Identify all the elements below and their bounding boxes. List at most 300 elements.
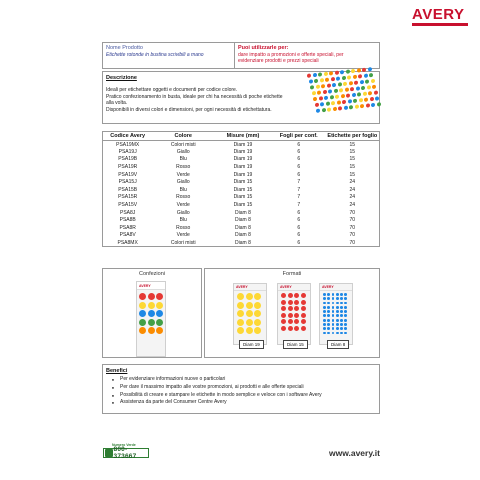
description-line: alla volta. [106,100,128,106]
label-dot [319,96,323,100]
label-dot [301,300,306,305]
uses-title: Puoi utilizzarle per: [238,45,289,51]
table-cell: PSA19B [118,156,138,163]
label-dot [340,323,343,326]
label-dot [322,108,326,112]
label-dot [294,293,299,298]
label-dot [288,319,293,324]
label-dot [294,306,299,311]
label-dot [320,102,324,106]
label-dot [254,319,261,326]
table-cell: 24 [349,202,356,209]
label-dot [333,107,337,111]
label-dot [312,91,316,95]
benefit-text: Assistenza da parte del Consumer Centre Avery [120,399,227,406]
label-dot [139,319,146,326]
table-cell: 7 [297,194,301,201]
label-dot [344,327,347,330]
label-dot [332,302,335,305]
label-dot [344,293,347,296]
table-cell: Giallo [176,179,190,186]
benefit-text: Per evidenziare informazioni nuove o particolari [120,376,226,382]
label-dot [281,306,286,311]
label-dot [309,79,313,83]
label-dot [156,293,163,300]
label-dot [368,91,372,95]
label-dot [332,323,335,326]
label-dot [332,332,335,335]
label-dot [148,293,155,300]
table-cell: Diam 19 [233,164,253,171]
label-dot [371,103,375,107]
table-cell: 7 [297,186,301,193]
label-dot [332,306,335,309]
format-logo: AVERY [322,285,334,289]
label-dot [360,80,364,84]
table-cell: 6 [297,156,301,163]
benefits-title: Benefici [106,368,128,374]
label-dot [139,293,146,300]
label-dot [327,323,330,326]
label-dot [301,319,306,324]
label-dot [246,302,253,309]
label-dot [301,293,306,298]
label-dot [324,96,328,100]
label-dot [336,323,339,326]
label-dot [364,74,368,78]
table-row [103,201,380,209]
label-dot [344,310,347,313]
label-dot [317,90,321,94]
table-cell: 70 [349,209,356,216]
label-dot [331,101,335,105]
label-dot [342,100,346,104]
label-dot [254,302,261,309]
table-cell: Diam 19 [233,171,253,178]
table-cell: Giallo [176,209,190,216]
label-dot [307,73,311,77]
benefit-item [106,384,376,392]
label-dot [344,319,347,322]
label-dot [326,102,330,106]
label-dot [343,82,347,86]
label-dot [324,72,328,76]
label-dot [323,293,326,296]
label-dot [329,71,333,75]
table-cell: 70 [349,232,356,239]
label-dot [316,85,320,89]
label-dot [327,310,330,313]
label-dot [327,293,330,296]
table-cell: PSA8MX [117,239,138,246]
table-cell: PSA19V [118,171,138,178]
format-label: Diam 8 [327,340,349,349]
label-dot [335,95,339,99]
table-cell: 70 [349,239,356,246]
label-dot [371,79,375,83]
table-row [103,224,380,232]
label-dot [327,302,330,305]
label-dot [156,327,163,334]
label-dot [344,297,347,300]
format-label: Diam 19 [239,340,264,349]
table-cell: 7 [297,179,301,186]
label-dot [341,94,345,98]
label-dot [366,103,370,107]
table-cell: 6 [297,239,301,246]
label-dot [148,327,155,334]
table-row [103,186,380,194]
table-cell: Diam 19 [233,141,253,148]
label-dot [339,88,343,92]
label-dot [323,306,326,309]
table-cell: Diam 15 [233,186,253,193]
label-dot [336,306,339,309]
label-sheet-photo [307,66,381,126]
label-dot [310,85,314,89]
table-row [103,209,380,217]
label-dot [320,78,324,82]
label-dot [237,302,244,309]
format-sheet-19 [233,283,267,345]
label-dot [344,302,347,305]
label-dot [344,306,347,309]
table-cell: PSA15J [118,179,137,186]
label-dot [336,310,339,313]
table-cell: Diam 15 [233,202,253,209]
table-cell: 6 [297,217,301,224]
table-cell: Rosso [176,224,191,231]
table-cell: 15 [349,171,356,178]
label-dot [353,99,357,103]
table-cell: Diam 8 [235,209,251,216]
label-dot [340,293,343,296]
label-dot [340,306,343,309]
table-header-row [103,132,380,141]
table-cell: Diam 8 [235,232,251,239]
table-cell: Diam 19 [233,148,253,155]
label-dot [288,313,293,318]
label-dot [345,88,349,92]
table-row [103,141,380,149]
table-cell: Diam 8 [235,224,251,231]
benefits-box [102,364,380,414]
label-dot [156,302,163,309]
table-cell: 6 [297,148,301,155]
label-dot [342,76,346,80]
label-dot [323,297,326,300]
table-cell: Blu [179,186,187,193]
table-cell: PSA8R [119,224,136,231]
format-dots [234,291,266,336]
label-dot [237,319,244,326]
label-dot [148,310,155,317]
table-cell: 15 [349,156,356,163]
label-dot [363,92,367,96]
table-cell: Rosso [176,164,191,171]
format-dots [278,291,310,333]
label-dot [349,81,353,85]
label-dot [288,300,293,305]
label-dot [356,86,360,90]
toll-free-label: Numero Verde [112,443,136,447]
packs-title: Confezioni [139,271,165,277]
table-cell: 6 [297,141,301,148]
label-dot [344,332,347,335]
label-dot [288,293,293,298]
label-dot [281,319,286,324]
label-dot [336,332,339,335]
label-dot [349,105,353,109]
label-dot [323,327,326,330]
table-row [103,216,380,224]
table-cell: Rosso [176,194,191,201]
format-header [234,284,266,291]
label-dot [362,68,366,72]
formats-title: Formati [282,271,302,277]
label-dot [340,297,343,300]
label-dot [374,90,378,94]
column-header: Fogli per conf. [272,132,326,141]
label-dot [327,306,330,309]
column-header: Codice Avery [103,132,153,141]
label-dot [313,73,317,77]
table-cell: Verde [176,171,190,178]
column-header: Etichette per foglio [326,132,380,141]
table-cell: 24 [349,186,356,193]
table-cell: Diam 15 [233,194,253,201]
label-dot [340,310,343,313]
label-dot [237,310,244,317]
label-dot [353,75,357,79]
table-cell: PSA19MX [116,141,140,148]
table-cell: 6 [297,164,301,171]
table-cell: Verde [176,202,190,209]
label-dot [334,89,338,93]
label-dot [332,327,335,330]
uses-line: evidenziare prodotti e prezzi speciali [238,58,319,64]
label-dot [327,83,331,87]
label-dot [323,90,327,94]
label-dot [377,102,381,106]
table-cell: Colori misti [170,141,196,148]
label-dot [323,314,326,317]
label-dot [336,302,339,305]
label-dot [139,302,146,309]
label-dot [254,310,261,317]
label-dot [315,103,319,107]
phone-box [103,448,149,458]
format-logo: AVERY [236,285,248,289]
table-row [103,239,380,247]
table-cell: Diam 8 [235,239,251,246]
label-dot [281,293,286,298]
label-dot [346,69,350,73]
table-cell: 6 [297,232,301,239]
label-dot [246,327,253,334]
description-line: Ideali per etichettare oggetti e documenti per codice colore. [106,87,238,93]
table-cell: 6 [297,224,301,231]
table-row [103,178,380,186]
label-dot [365,79,369,83]
table-cell: 70 [349,224,356,231]
label-dot [336,297,339,300]
table-cell: Colori misti [170,239,196,246]
pack-photo [136,281,166,357]
column-header: Misure (mm) [214,132,272,141]
formats-box [204,268,380,358]
label-dot [355,104,359,108]
table-cell: PSA19R [118,164,138,171]
format-label: Diam 15 [283,340,308,349]
table-cell: Diam 15 [233,179,253,186]
label-dot [237,293,244,300]
format-header [278,284,310,291]
table-cell: 6 [297,171,301,178]
benefit-text: Per dare il massimo impatto alle vostre promozioni, ai prodotti e alle offerte speciali [120,383,304,390]
table-cell: Blu [179,156,187,163]
label-dot [338,106,342,110]
label-dot [350,87,354,91]
label-dot [354,81,358,85]
label-dot [254,293,261,300]
product-name-cell [103,43,235,68]
label-dot [332,83,336,87]
table-cell: PSA15R [118,194,138,201]
format-dots [320,291,352,336]
label-dot [288,306,293,311]
product-name-label: Nome Prodotto [106,45,143,51]
benefit-item [106,376,376,384]
table-row [103,163,380,171]
label-dot [336,314,339,317]
label-dot [340,302,343,305]
label-dot [335,71,339,75]
label-dot [330,95,334,99]
label-dot [328,89,332,93]
label-dot [323,323,326,326]
label-dot [246,319,253,326]
label-dot [344,323,347,326]
label-dot [316,109,320,113]
label-dot [340,332,343,335]
label-dot [340,327,343,330]
logo-underline [412,23,468,26]
label-dot [281,326,286,331]
website-link[interactable]: www.avery.it [328,448,380,458]
label-dot [323,310,326,313]
toll-free-badge [103,443,149,459]
label-dot [344,106,348,110]
label-dot [327,332,330,335]
label-dot [332,297,335,300]
phone-icon [105,449,113,457]
label-dot [139,327,146,334]
table-cell: PSA15B [118,186,138,193]
label-dot [313,97,317,101]
benefit-text: Possibilità di creare e stampare le etichette in modo semplice e veloce con i software Avery [120,391,322,398]
table-cell: PSA8J [120,209,136,216]
table-cell: PSA15V [118,202,138,209]
format-sheet-8 [319,283,353,345]
label-dot [156,310,163,317]
label-dot [337,100,341,104]
label-dot [358,74,362,78]
table-row [103,232,380,240]
label-dot [361,86,365,90]
label-dot [338,82,342,86]
label-dot [332,319,335,322]
column-header: Colore [152,132,214,141]
label-dot [281,313,286,318]
format-logo: AVERY [280,285,292,289]
label-dot [301,326,306,331]
label-dot [288,326,293,331]
label-dot [364,97,368,101]
bullet-icon: ● [111,377,115,382]
label-dot [318,72,322,76]
label-dot [294,319,299,324]
description-line: Disponibili in diversi colori e dimensioni, per ogni necessità di etichettatura. [106,106,272,113]
label-dot [281,300,286,305]
label-dot [336,319,339,322]
label-dot [139,310,146,317]
label-dot [254,327,261,334]
label-dot [294,326,299,331]
table-cell: 6 [297,209,301,216]
label-dot [327,297,330,300]
label-dot [370,97,374,101]
label-dot [323,302,326,305]
table-row [103,148,380,156]
phone-number: 800-373667 [113,446,137,460]
table-cell: Giallo [176,148,190,155]
label-dot [327,314,330,317]
label-dot [344,314,347,317]
uses-line: dare impatto a promozioni e offerte speciali, per [238,52,344,58]
label-dot [336,293,339,296]
label-dot [246,310,253,317]
table-cell: Diam 8 [235,217,251,224]
label-dot [359,98,363,102]
label-dot [323,319,326,322]
pack-header [137,282,165,290]
label-dot [357,68,361,72]
description-line: Pratico confezionamento in busta, ideale per chi ha necessità di poche etichette [106,93,283,100]
logo-text: AVERY [412,6,465,23]
table-cell: 7 [297,202,301,209]
label-dot [294,313,299,318]
table-cell: 15 [349,148,356,155]
product-table [102,131,380,247]
bullet-icon: ● [111,392,115,398]
format-sheet-15 [277,283,311,345]
label-dot [340,70,344,74]
label-dot [148,319,155,326]
avery-logo [412,8,468,26]
label-dot [369,73,373,77]
bullet-icon: ● [111,400,115,406]
label-dot [314,79,318,83]
label-dot [332,293,335,296]
label-dot [325,78,329,82]
label-dot [301,313,306,318]
table-cell: 15 [349,141,356,148]
description-title: Descrizione [106,75,137,81]
label-dot [323,332,326,335]
table-cell: Blu [179,217,187,224]
label-dot [336,76,340,80]
